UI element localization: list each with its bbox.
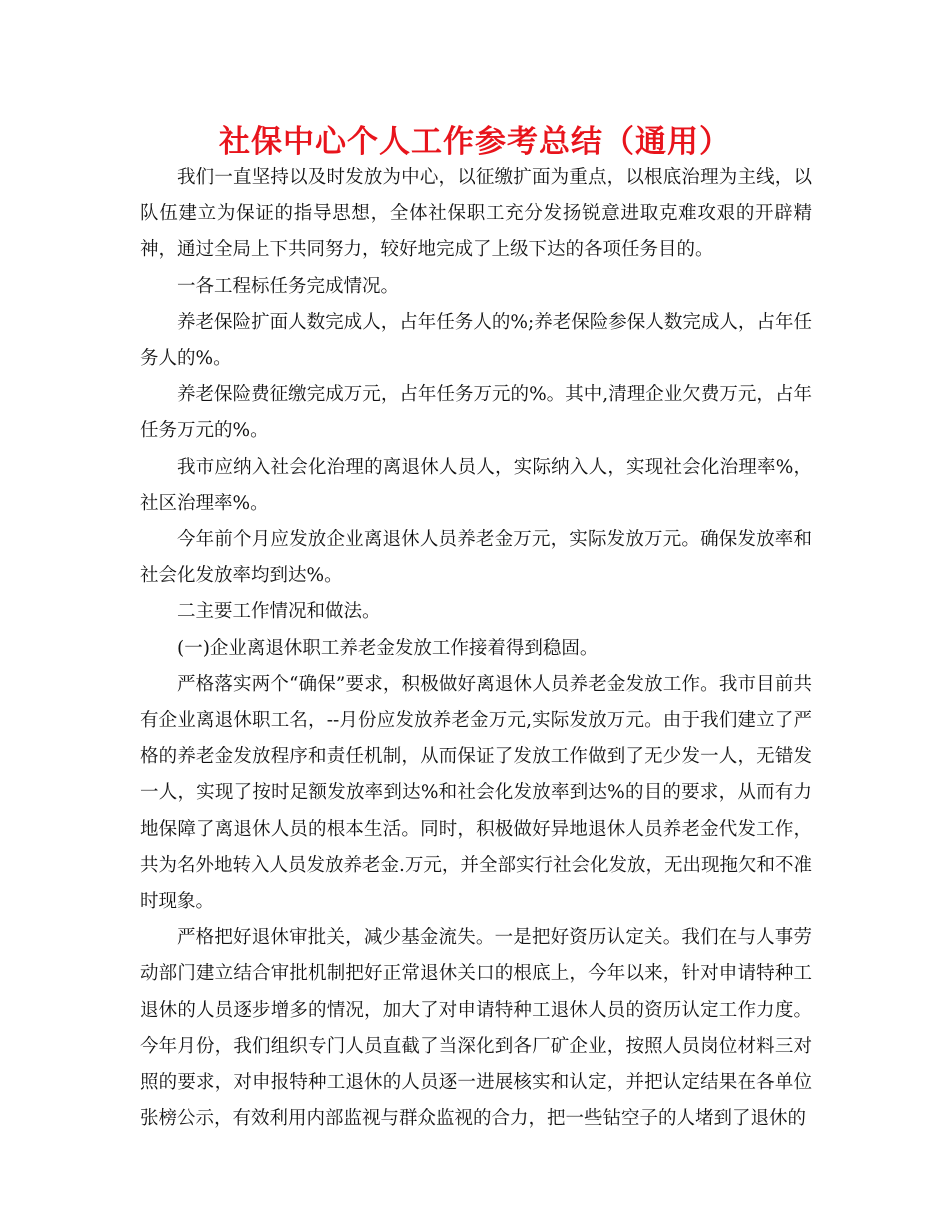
paragraph: 我市应纳入社会化治理的离退休人员人，实际纳入人，实现社会化治理率%，社区治理率%。: [140, 456, 812, 514]
paragraph: 严格落实两个“确保”要求，积极做好离退休人员养老金发放工作。我市目前共有企业离退休职工名，--月份应发放养老金万元,实际发放万元。由于我们建立了严格的养老金发放程序和责任机制，从而保证了发放工作做到了无少发一人，无错发一人，实现了按时足额发放率到达%和社会化发放率到达%的目的要求，从而有力地保障了离退休人员的根本生活。同时，积极做好异地退休人员养老金代发工作，共为名外地转入人员发放养老金.万元，并全部实行社会化发放，无出现拖欠和不准时现象。: [140, 673, 812, 913]
paragraph: 养老保险扩面人数完成人，占年任务人的%;养老保险参保人数完成人，占年任务人的%。: [140, 311, 812, 370]
subsection-heading: (一)企业离退休职工养老金发放工作接着得到稳固。: [177, 637, 599, 659]
paragraph-intro: 我们一直坚持以及时发放为中心，以征缴扩面为重点，以根底治理为主线，以队伍建立为保证的指导思想，全体社保职工充分发扬锐意进取克难攻艰的开辟精神，通过全局上下共同努力，较好地完成了上级下达的各项任务目的。: [140, 167, 812, 261]
section-heading-1: 一各工程标任务完成情况。: [177, 275, 400, 297]
section-heading-2: 二主要工作情况和做法。: [177, 601, 381, 623]
document-title: 社保中心个人工作参考总结（通用）: [219, 124, 731, 160]
paragraph: 养老保险费征缴完成万元，占年任务万元的%。其中,清理企业欠费万元，占年任务万元的%。: [140, 384, 812, 442]
paragraph: 今年前个月应发放企业离退休人员养老金万元，实际发放万元。确保发放率和社会化发放率均到达%。: [140, 529, 812, 587]
document-body: [140, 160, 812, 1137]
paragraph: 严格把好退休审批关，减少基金流失。一是把好资历认定关。我们在与人事劳动部门建立结合审批机制把好正常退休关口的根底上，今年以来，针对申请特种工退休的人员逐步增多的情况，加大了对申请特种工退休人员的资历认定工作力度。今年月份，我们组织专门人员直截了当深化到各厂矿企业，按照人员岗位材料三对照的要求，对申报特种工退休的人员逐一进展核实和认定，并把认定结果在各单位张榜公示，有效利用内部监视与群众监视的合力，把一些钻空子的人堵到了退休的: [140, 927, 812, 1130]
